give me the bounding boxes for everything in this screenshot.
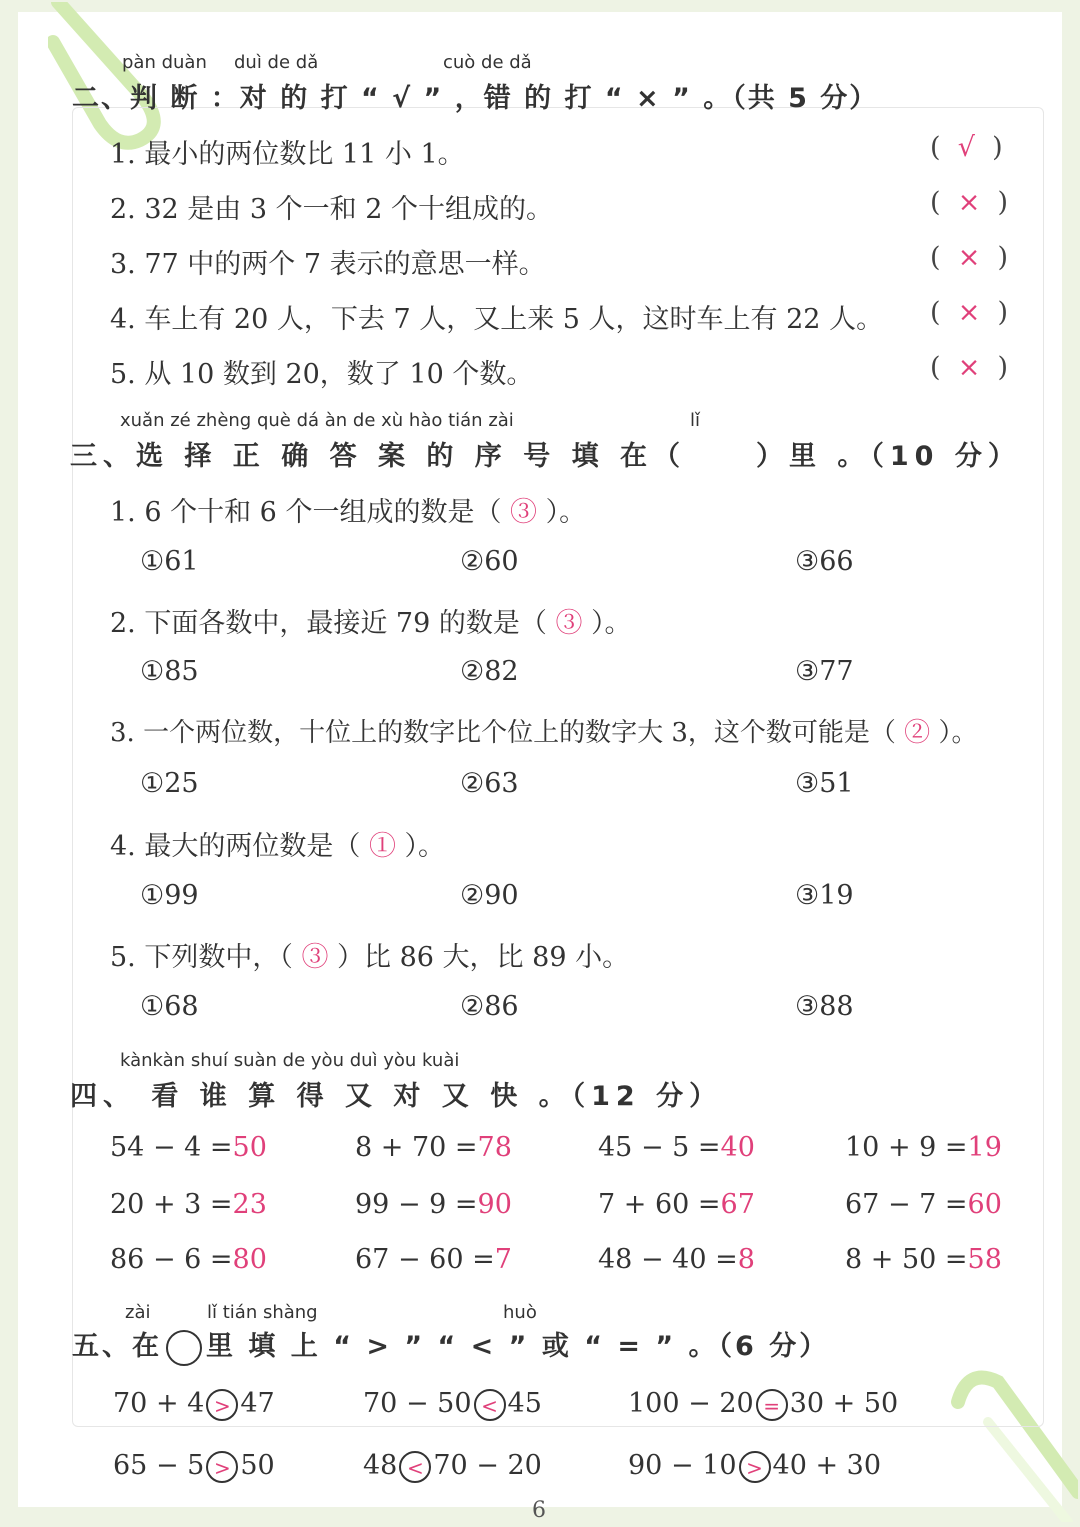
answer-text: ① (368, 831, 396, 862)
option: ②86 (460, 991, 519, 1022)
option: ②82 (460, 656, 519, 687)
calc-answer: 60 (967, 1189, 1002, 1220)
worksheet-page (18, 12, 1062, 1507)
calc-item (110, 1132, 267, 1163)
choice-question (110, 712, 977, 749)
calc-item (598, 1189, 755, 1220)
option: ③66 (795, 546, 854, 577)
compare-item (113, 1388, 275, 1421)
compare-right: 70 − 20 (433, 1450, 542, 1481)
compare-item (113, 1450, 275, 1483)
choice-question (110, 490, 586, 529)
compare-sign-circle: < (399, 1451, 431, 1483)
answer-text: ③ (301, 942, 329, 973)
judge-question: 3. 77 中的两个 7 表示的意思一样。 (110, 249, 546, 280)
calc-expression: 67 − 60 = (355, 1244, 495, 1275)
calc-expression: 20 + 3 = (110, 1189, 233, 1220)
compare-right: 40 + 30 (772, 1450, 882, 1481)
pinyin: duì de dǎ (234, 52, 319, 73)
compare-item (363, 1450, 542, 1483)
calc-answer: 50 (232, 1132, 267, 1163)
answer-mark: × (957, 297, 981, 328)
calc-item (110, 1244, 267, 1275)
option: ①61 (140, 546, 199, 577)
judge-question: 2. 32 是由 3 个一和 2 个十组成的。 (110, 194, 553, 225)
option: ②90 (460, 880, 519, 911)
calc-expression: 86 − 6 = (110, 1244, 233, 1275)
section-3-title-part: 三、选 择 正 确 答 案 的 序 号 填 在（ (70, 441, 686, 472)
answer-paren: ( × ) (930, 297, 1009, 328)
pinyin: lǐ tián shàng (207, 1302, 318, 1323)
question-text: ）。 (591, 608, 632, 639)
calc-expression: 8 + 50 = (845, 1244, 968, 1275)
calc-item (845, 1189, 1002, 1220)
question-text: 4. 最大的两位数是（ (110, 831, 361, 862)
answer-mark: √ (957, 132, 975, 163)
answer-paren: ( × ) (930, 187, 1009, 218)
circle-icon (166, 1330, 202, 1366)
compare-right: 50 (240, 1450, 275, 1481)
calc-expression: 67 − 7 = (845, 1189, 968, 1220)
option: ②63 (460, 768, 519, 799)
section-2-title: 二、判 断 ：对 的 打 “ √ ” ，错 的 打 “ × ” 。（共 5 分） (72, 83, 879, 114)
option: ②60 (460, 546, 519, 577)
question-text: 2. 下面各数中，最接近 79 的数是（ (110, 608, 547, 639)
question-text: ）。 (545, 497, 587, 528)
calc-answer: 7 (494, 1244, 512, 1275)
compare-left: 48 (363, 1450, 398, 1481)
calc-answer: 40 (720, 1132, 755, 1163)
calc-answer: 19 (967, 1132, 1002, 1163)
calc-answer: 58 (967, 1244, 1002, 1275)
compare-right: 30 + 50 (789, 1388, 899, 1419)
option: ③77 (795, 656, 854, 687)
question-text: ）。 (404, 831, 446, 862)
calc-expression: 54 − 4 = (110, 1132, 233, 1163)
section-5-title-part: 里 填 上 “ > ” “ < ” 或 “ = ” 。（6 分） (206, 1331, 830, 1362)
compare-left: 65 − 5 (113, 1450, 205, 1481)
question-text: 5. 下列数中，（ (110, 942, 293, 973)
calc-item (355, 1244, 512, 1275)
answer-mark: × (957, 352, 981, 383)
calc-answer: 23 (232, 1189, 267, 1220)
calc-expression: 99 − 9 = (355, 1189, 478, 1220)
pinyin: zài (125, 1302, 151, 1323)
answer-paren: ( × ) (930, 352, 1009, 383)
compare-item (628, 1388, 898, 1421)
calc-answer: 67 (720, 1189, 755, 1220)
option: ①85 (140, 656, 199, 687)
judge-question: 1. 最小的两位数比 11 小 1。 (110, 139, 465, 170)
calc-item (845, 1132, 1002, 1163)
compare-left: 90 − 10 (628, 1450, 737, 1481)
page-number: 6 (532, 1498, 546, 1523)
calc-item (598, 1244, 755, 1275)
answer-paren: ( √ ) (930, 132, 1003, 163)
option: ③19 (795, 880, 854, 911)
judge-question: 5. 从 10 数到 20，数了 10 个数。 (110, 359, 534, 390)
calc-expression: 48 − 40 = (598, 1244, 738, 1275)
calc-answer: 90 (477, 1189, 512, 1220)
calc-answer: 8 (737, 1244, 755, 1275)
compare-left: 100 − 20 (628, 1388, 754, 1419)
option: ①99 (140, 880, 199, 911)
choice-question (110, 601, 632, 640)
question-text: 1. 6 个十和 6 个一组成的数是（ (110, 497, 502, 528)
answer-text: ③ (555, 608, 583, 639)
answer-mark: × (957, 187, 981, 218)
calc-item (598, 1132, 755, 1163)
pinyin: cuò de dǎ (443, 52, 532, 73)
option: ①25 (140, 768, 199, 799)
option: ③51 (795, 768, 854, 799)
calc-expression: 10 + 9 = (845, 1132, 968, 1163)
compare-right: 47 (240, 1388, 275, 1419)
judge-question: 4. 车上有 20 人，下去 7 人，又上来 5 人，这时车上有 22 人。 (110, 304, 884, 335)
compare-left: 70 + 4 (113, 1388, 205, 1419)
calc-expression: 45 − 5 = (598, 1132, 721, 1163)
section-5-title-part: 五、在 (72, 1331, 162, 1362)
question-text: ）。 (938, 718, 978, 748)
answer-text: ② (904, 718, 931, 748)
question-text: ）比 86 大，比 89 小。 (337, 942, 630, 973)
pinyin: lǐ (690, 410, 701, 431)
answer-mark: × (957, 242, 981, 273)
answer-paren: ( × ) (930, 242, 1009, 273)
choice-question (110, 935, 629, 974)
option: ③88 (795, 991, 854, 1022)
calc-answer: 78 (477, 1132, 512, 1163)
compare-item (363, 1388, 542, 1421)
compare-sign-circle: = (756, 1389, 788, 1421)
answer-text: ③ (510, 497, 538, 528)
option: ①68 (140, 991, 199, 1022)
calc-item (355, 1132, 512, 1163)
compare-sign-circle: < (474, 1389, 506, 1421)
calc-item (845, 1244, 1002, 1275)
compare-sign-circle: > (206, 1389, 238, 1421)
section-3-title-part: ）里 。（10 分） (756, 441, 1021, 472)
question-text: 3. 一个两位数，十位上的数字比个位上的数字大 3，这个数可能是（ (110, 718, 896, 748)
pinyin: pàn duàn (122, 52, 207, 73)
compare-left: 70 − 50 (363, 1388, 472, 1419)
pinyin: kànkàn shuí suàn de yòu duì yòu kuài (120, 1050, 460, 1071)
section-4-title: 四、 看 谁 算 得 又 对 又 快 。（12 分） (70, 1081, 723, 1112)
compare-sign-circle: > (206, 1451, 238, 1483)
compare-sign-circle: > (739, 1451, 771, 1483)
compare-item (628, 1450, 881, 1483)
section-3-title (70, 434, 1021, 473)
calc-expression: 7 + 60 = (598, 1189, 721, 1220)
calc-expression: 8 + 70 = (355, 1132, 478, 1163)
pinyin: xuǎn zé zhèng què dá àn de xù hào tián zài (120, 410, 514, 431)
choice-question (110, 824, 445, 863)
calc-item (355, 1189, 512, 1220)
pinyin: huò (503, 1302, 537, 1323)
calc-answer: 80 (232, 1244, 267, 1275)
section-5-title (72, 1324, 829, 1366)
calc-item (110, 1189, 267, 1220)
compare-right: 45 (507, 1388, 542, 1419)
